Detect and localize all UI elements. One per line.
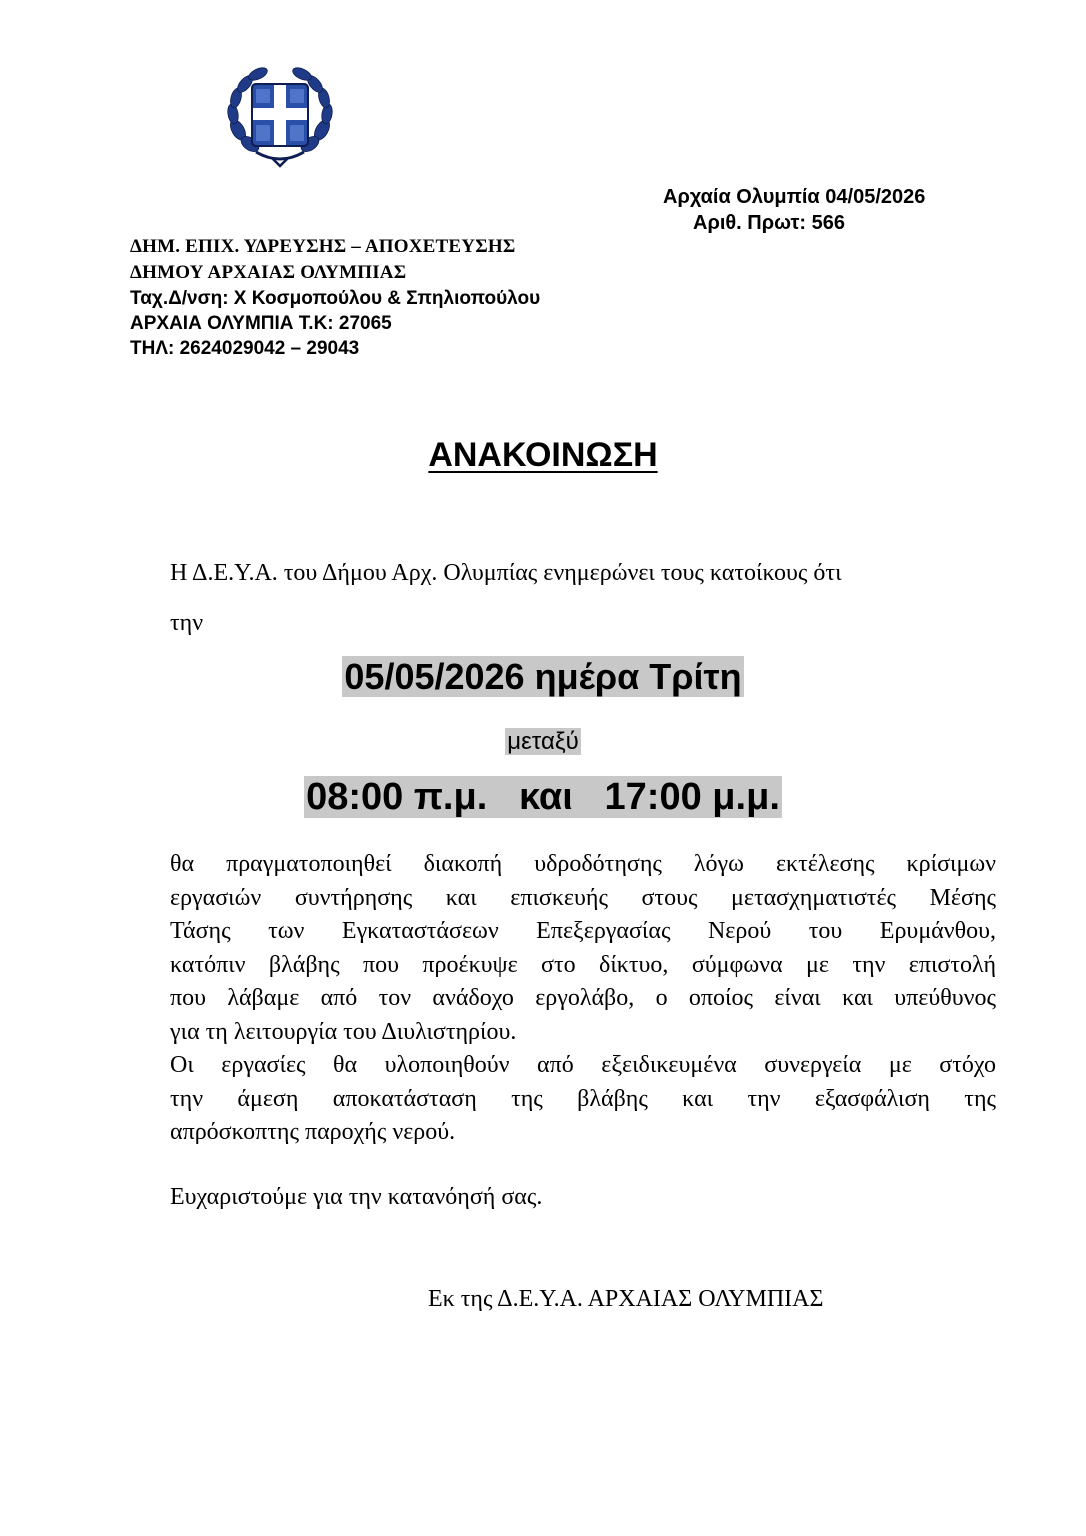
issuer-phone: ΤΗΛ: 2624029042 – 29043: [130, 338, 360, 359]
body-line: που λάβαμε από τον ανάδοχο εργολάβο, ο οποίος είναι και υπεύθυνος: [170, 985, 996, 1011]
announcement-body: [170, 848, 996, 1150]
issuer-name-line1: ΔΗΜ. ΕΠΙΧ. ΥΔΡΕΥΣΗΣ – ΑΠΟΧΕΤΕΥΣΗΣ: [130, 236, 516, 257]
intro-line: την: [170, 610, 204, 636]
end-time: 17:00 μ.μ.: [604, 776, 780, 818]
greek-state-emblem-icon: [220, 60, 340, 172]
outage-times: [304, 776, 782, 818]
outage-times-row: [0, 776, 1086, 819]
between-label: μεταξύ: [507, 728, 579, 755]
outage-date-row: [0, 656, 1086, 698]
issuer-address: Ταχ.Δ/νση: Χ Κοσμοπούλου & Σπηλιοπούλου: [130, 288, 541, 309]
intro-line: Η Δ.Ε.Υ.Α. του Δήμου Αρχ. Ολυμπίας ενημερώνει τους κατοίκους ότι: [170, 560, 842, 586]
body-line: την άμεση αποκατάσταση της βλάβης και την εξασφάλιση της: [170, 1085, 996, 1112]
announcement-title-row: [0, 436, 1086, 475]
signature: Εκ της Δ.Ε.Υ.Α. ΑΡΧΑΙΑΣ ΟΛΥΜΠΙΑΣ: [428, 1286, 824, 1312]
body-line: απρόσκοπτης παροχής νερού.: [170, 1119, 456, 1145]
body-line: για τη λειτουργία του Διυλιστηρίου.: [170, 1018, 517, 1045]
outage-date: 05/05/2026 ημέρα Τρίτη: [344, 656, 742, 697]
thanks-text: Ευχαριστούμε για την κατανόησή σας.: [170, 1184, 543, 1210]
issuer-name-line2: ΔΗΜΟΥ ΑΡΧΑΙΑΣ ΟΛΥΜΠΙΑΣ: [130, 262, 407, 283]
body-line: εργασιών συντήρησης και επισκευής στους μετασχηματιστές Μέσης: [170, 884, 996, 911]
protocol-number: Αριθ. Πρωτ: 566: [693, 212, 845, 234]
issuer-city: ΑΡΧΑΙΑ ΟΛΥΜΠΙΑ Τ.Κ: 27065: [130, 313, 392, 334]
body-line: Οι εργασίες θα υλοποιηθούν από εξειδικευμένα συνεργεία με στόχο: [170, 1052, 996, 1078]
announcement-title: ΑΝΑΚΟΙΝΩΣΗ: [428, 436, 658, 474]
body-line: θα πραγματοποιηθεί διακοπή υδροδότησης λόγω εκτέλεσης κρίσιμων: [170, 851, 996, 877]
time-conjunction: και: [518, 776, 573, 818]
body-line: κατόπιν βλάβης που προέκυψε στο δίκτυο, σύμφωνα με την επιστολή: [170, 951, 996, 978]
start-time: 08:00 π.μ.: [306, 776, 488, 818]
document-date: Αρχαία Ολυμπία 04/05/2026: [663, 186, 926, 208]
between-row: [0, 728, 1086, 756]
body-line: Τάσης των Εγκαταστάσεων Επεξεργασίας Νερού του Ερυμάνθου,: [170, 918, 996, 944]
